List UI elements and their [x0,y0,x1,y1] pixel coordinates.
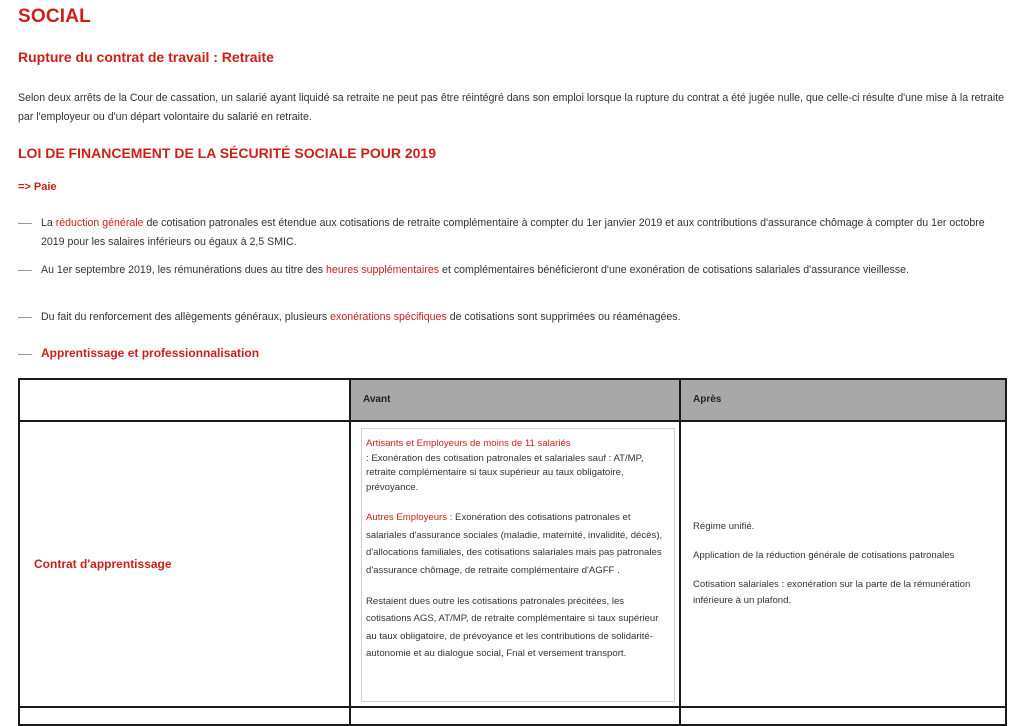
apprentissage-heading [18,346,418,360]
dash-bullet [18,354,32,355]
apres-paragraph: Application de la réduction générale de cotisations patronales [693,550,955,561]
list-item [18,261,998,280]
item-text: Au 1er septembre 2019, les rémunérations dues au titre des [41,264,327,276]
avant-paragraph [366,509,664,579]
table-row [19,421,1006,707]
avant-text: Exonération des cotisations patronales et salariales d'assurance sociales (maladie, maternité, invalidité, décès), d'allocations familiales, des cotisations salariales mais pas patronales d'assurance chômage, de retraite complémentaire d'AGFF . [366,512,663,576]
avant-red-label: Autres Employeurs : [366,512,453,524]
lfss-heading: LOI DE FINANCEMENT DE LA SÉCURITÉ SOCIALE POUR 2019 [18,145,436,161]
avant-text: : Exonération des cotisation patronales et salariales sauf : AT/MP, retraite complémentaire si taux supérieur au taux obligatoire, prévoyance. [366,452,644,493]
dash-bullet [18,223,32,224]
item-text: Du fait du renforcement des allègements généraux, plusieurs [41,311,331,323]
header-cell-avant: Avant [350,379,680,421]
list-item [18,308,998,327]
rupture-heading: Rupture du contrat de travail : Retraite [18,49,274,65]
table-cell [680,707,1006,725]
table-header-row [19,379,1006,421]
dash-bullet [18,317,32,318]
rupture-paragraph: Selon deux arrêts de la Cour de cassation, un salarié ayant liquidé sa retraite ne peut pas être réintégré dans son emploi lorsque la rupture du contrat a été jugée nulle, que celle-ci résulte d'une mise à la retraite par l'employeur ou d'un départ volontaire du salarié en retraite. [18,92,1005,123]
cell-avant [350,421,680,707]
avant-content [361,428,675,702]
table-cell [350,707,680,725]
apres-paragraph: Régime unifié. [693,521,755,532]
table-row [19,707,1006,725]
item-text: et complémentaires bénéficieront d'une exonération de cotisations salariales d'assurance vieillesse. [439,264,909,276]
link-heures-supplementaires[interactable]: heures supplémentaires [326,264,440,276]
dash-bullet [18,270,32,271]
section-title: SOCIAL [18,6,91,27]
item-text: La [41,217,56,229]
link-exonerations-specifiques[interactable]: exonérations spécifiques [330,311,447,323]
apprentissage-heading-text: Apprentissage et professionnalisation [41,346,260,360]
link-reduction-generale[interactable]: réduction générale [55,217,144,229]
cell-apres [680,421,1006,707]
apres-paragraph: Cotisation salariales : exonération sur la parte de la rémunération inférieure à un plafond. [693,579,971,606]
comparison-table [18,378,1007,726]
avant-paragraph [366,437,664,495]
table-cell [19,707,350,725]
list-item [18,214,998,252]
header-cell-apres: Après [680,379,1006,421]
item-text: de cotisation patronales est étendue aux cotisations de retraite complémentaire à compter du 1er janvier 2019 et aux contributions d'assurance chômage à compter du 1er octobre 2019 pour les salaires inférieurs ou égaux à 2,5 SMIC. [41,217,985,248]
paie-heading: => Paie [18,181,57,193]
item-text: de cotisations sont supprimées ou réaménagées. [446,311,681,323]
avant-red-label: Artisants et Employeurs de moins de 11 salariés [366,438,571,449]
avant-paragraph: Restaient dues outre les cotisations patronales précitées, les cotisations AGS, AT/MP, de retraite complémentaire si taux supérieur au taux obligatoire, de prévoyance et les contributions de solidarité-autonomie et au dialogue social, Fnal et versement transport. [366,596,659,660]
row-label-contrat-apprentissage: Contrat d'apprentissage [19,421,350,707]
header-cell-empty [19,379,350,421]
